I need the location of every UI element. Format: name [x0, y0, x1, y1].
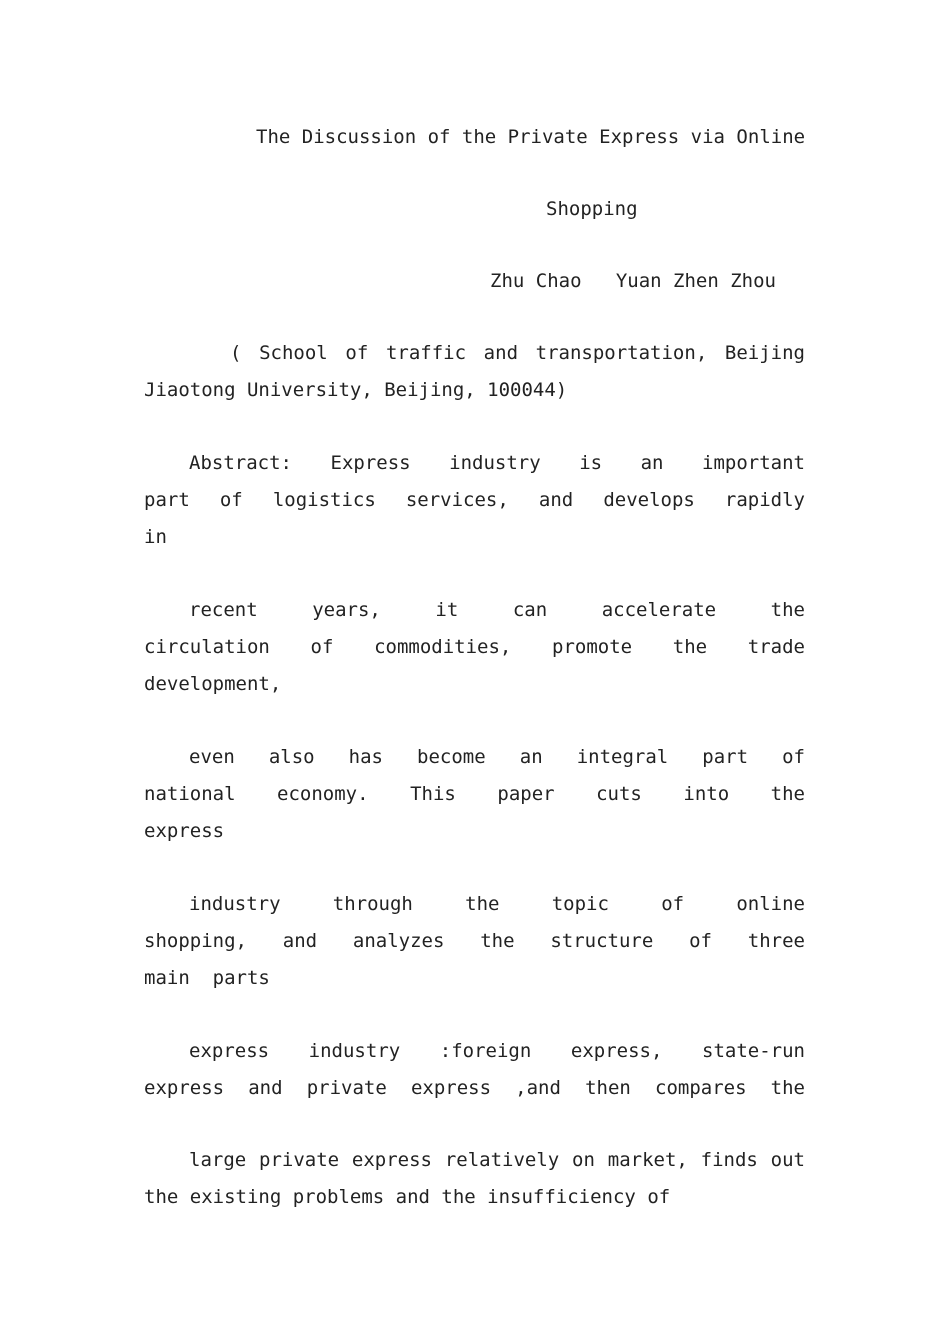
abstract-p5-line-1: express industry :foreign express, state-run — [189, 1040, 805, 1062]
abstract-p1-line-1: Abstract: Express industry is an important — [189, 452, 805, 474]
title-line-1: The Discussion of the Private Express via Online — [256, 126, 806, 148]
abstract-p2-line-2: circulation of commodities, promote the trade — [144, 636, 805, 658]
affiliation-line-1: ( School of traffic and transportation, Beijing — [230, 342, 805, 364]
abstract-p3-line-1: even also has become an integral part of — [189, 746, 805, 768]
abstract-p4-line-2: shopping, and analyzes the structure of three — [144, 930, 805, 952]
abstract-p3-line-3: express — [144, 820, 225, 842]
abstract-p6-line-1: large private express relatively on market, finds out — [189, 1149, 805, 1171]
abstract-p3-line-2: national economy. This paper cuts into the — [144, 783, 805, 805]
abstract-p2-line-3: development, — [144, 673, 282, 695]
abstract-p4-line-3: main parts — [144, 967, 270, 989]
abstract-p4-line-1: industry through the topic of online — [189, 893, 805, 915]
abstract-p1-line-2: part of logistics services, and develops rapidly — [144, 489, 805, 511]
affiliation-line-2: Jiaotong University, Beijing, 100044) — [144, 379, 568, 401]
title-line-2: Shopping — [546, 198, 638, 220]
abstract-p1-line-3: in — [144, 526, 167, 548]
abstract-p2-line-1: recent years, it can accelerate the — [189, 599, 805, 621]
abstract-p6-line-2: the existing problems and the insufficiency of — [144, 1186, 671, 1208]
authors: Zhu Chao Yuan Zhen Zhou — [490, 270, 776, 292]
abstract-p5-line-2: express and private express ,and then compares the — [144, 1077, 805, 1099]
